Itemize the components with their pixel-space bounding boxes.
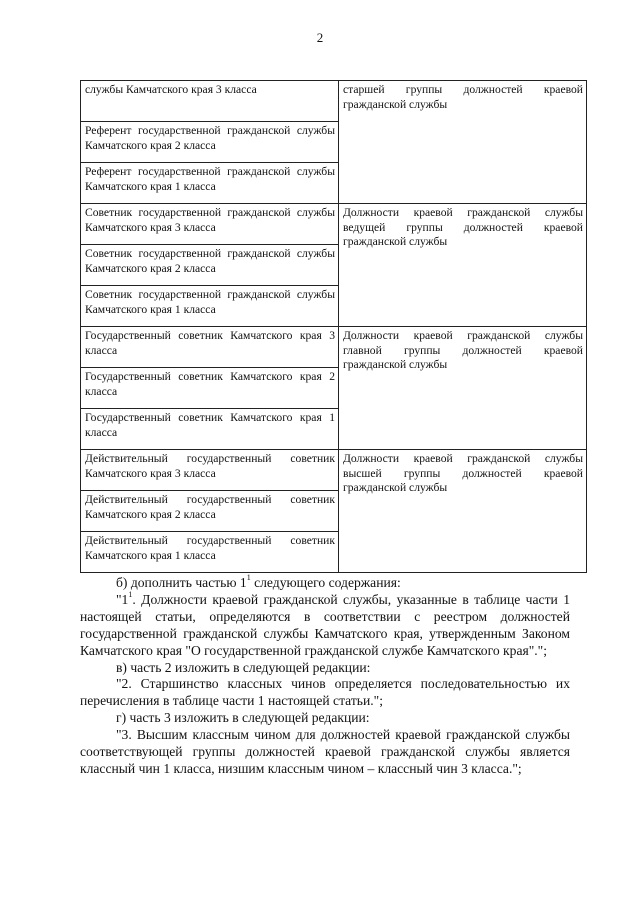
table-row: [81, 450, 587, 491]
amendment-text: [80, 575, 570, 778]
paragraph-b-text-end: следующего содержания:: [250, 575, 401, 590]
class-rank-cell: Действительный государственный советник Камчатского края 2 класса: [81, 491, 339, 532]
position-group-cell: Должности краевой гражданской службы ведущей группы должностей краевой гражданской службы: [339, 204, 587, 327]
new-part-1-1-start: "1: [116, 591, 129, 607]
paragraph-b-superscript: 1: [246, 573, 251, 583]
new-part-2: "2. Старшинство классных чинов определяется последовательностью их перечисления в таблице части 1 настоящей статьи.";: [80, 676, 570, 709]
class-rank-cell: Государственный советник Камчатского края 1 класса: [81, 409, 339, 450]
new-part-3: "3. Высшим классным чином для должностей краевой гражданской службы соответствующей группы должностей краевой гражданской службы является классный чин 1 класса, низшим классным чином – классный чин 3 класса.";: [80, 727, 570, 776]
table-row: [81, 204, 587, 245]
class-rank-cell: службы Камчатского края 3 класса: [81, 81, 339, 122]
class-rank-cell: Референт государственной гражданской службы Камчатского края 2 класса: [81, 122, 339, 163]
new-part-1-1-text: . Должности краевой гражданской службы, указанные в таблице части 1 настоящей статьи, определяются в соответствии с реестром должностей государственной гражданской службы Камчатского края, утвержденным Законом Камчатского края "О государственной гражданской службе Камчатского края".";: [80, 591, 570, 658]
class-rank-table-body: [81, 81, 587, 573]
new-part-1-1: [80, 592, 570, 660]
class-rank-table: [80, 80, 587, 573]
class-rank-cell: Советник государственной гражданской службы Камчатского края 2 класса: [81, 245, 339, 286]
paragraph-g: г) часть 3 изложить в следующей редакции:: [116, 710, 370, 726]
paragraph-b-text: б) дополнить частью 1: [116, 575, 247, 590]
class-rank-cell: Государственный советник Камчатского края 2 класса: [81, 368, 339, 409]
paragraph-b: [80, 575, 570, 592]
new-part-1-1-superscript: 1: [128, 590, 133, 600]
class-rank-cell: Действительный государственный советник Камчатского края 3 класса: [81, 450, 339, 491]
paragraph-v: в) часть 2 изложить в следующей редакции:: [116, 659, 371, 675]
class-rank-cell: Советник государственной гражданской службы Камчатского края 1 класса: [81, 286, 339, 327]
position-group-cell: Должности краевой гражданской службы высшей группы должностей краевой гражданской службы: [339, 450, 587, 573]
position-group-cell: Должности краевой гражданской службы главной группы должностей краевой гражданской службы: [339, 327, 587, 450]
class-rank-cell: Действительный государственный советник Камчатского края 1 класса: [81, 532, 339, 573]
table-row: [81, 327, 587, 368]
position-group-cell: старшей группы должностей краевой гражданской службы: [339, 81, 587, 204]
table-row: [81, 81, 587, 122]
class-rank-cell: Государственный советник Камчатского края 3 класса: [81, 327, 339, 368]
page-number: 2: [316, 30, 324, 45]
class-rank-cell: Референт государственной гражданской службы Камчатского края 1 класса: [81, 163, 339, 204]
class-rank-cell: Советник государственной гражданской службы Камчатского края 3 класса: [81, 204, 339, 245]
